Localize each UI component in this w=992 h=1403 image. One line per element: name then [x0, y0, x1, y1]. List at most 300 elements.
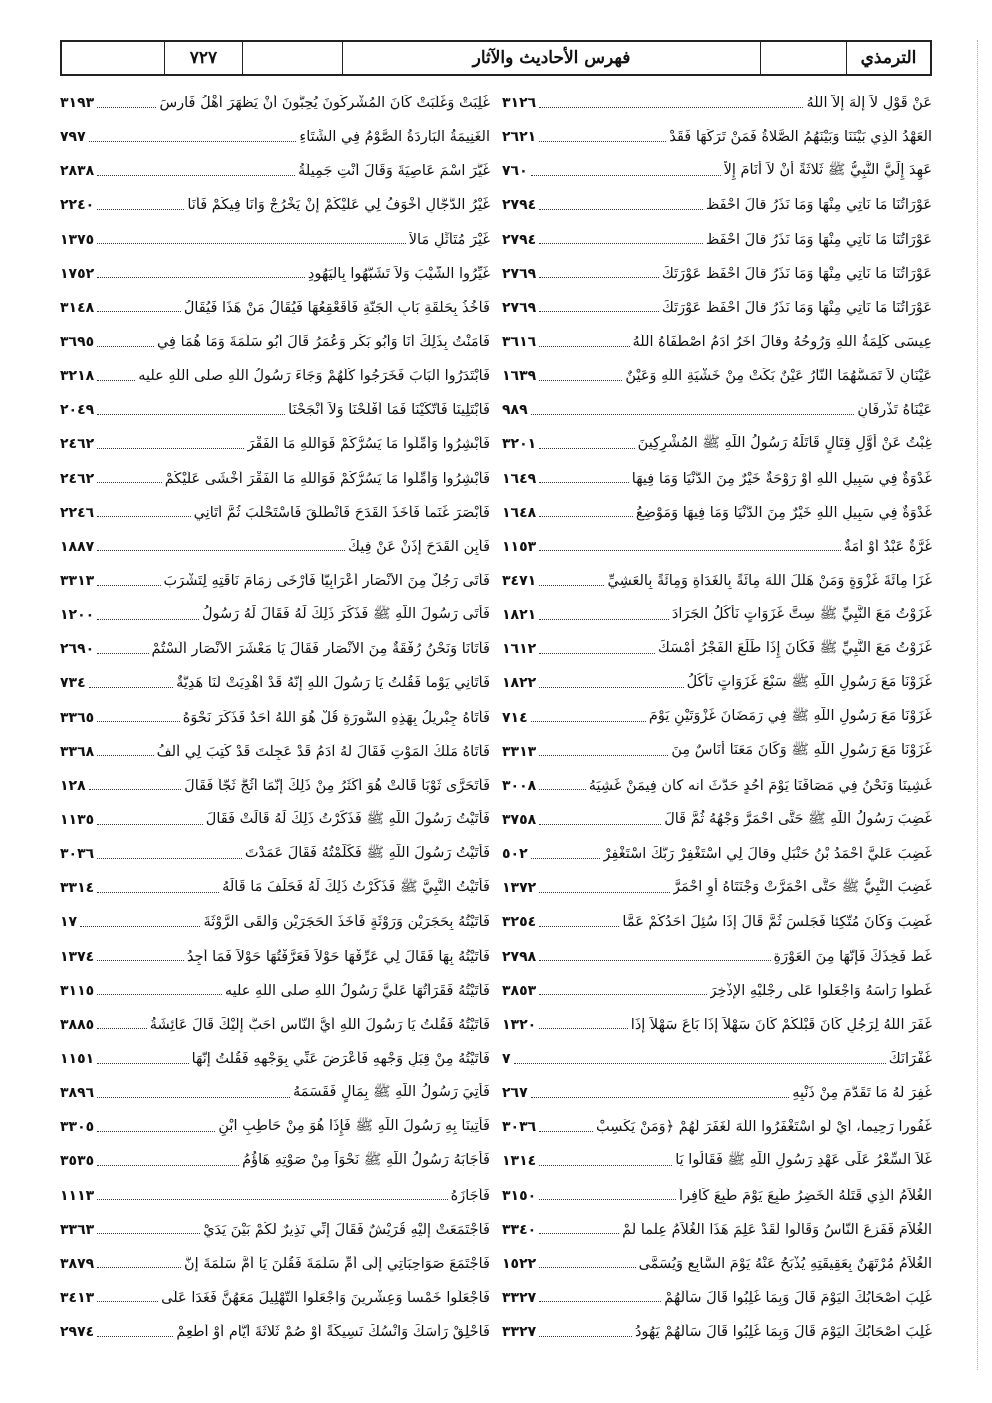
book-name: الترمذي: [846, 42, 930, 74]
dot-leader: [531, 167, 721, 176]
hadith-number: ٣٢٥٤: [502, 914, 537, 931]
hadith-number: ٣٠٣٦: [60, 846, 95, 863]
hadith-incipit: فَأَبْشِرُوا وَأَمِّلُوا مَا يَسُرُّكُمْ فَوَاللَّهِ مَا الفَقْرَ أَخْشَى عَلَيْكُمْ: [164, 470, 490, 487]
index-entry: [60, 905, 490, 939]
dot-leader: [539, 1328, 632, 1337]
dot-leader: [97, 474, 162, 483]
dot-leader: [97, 1055, 188, 1064]
hadith-incipit: فَآمَنْتُ بِذَلِكَ أَنَا وَأَبُو بَكْرٍ وَعُمَرُ قَالَ أَبُو سَلَمَةَ وَمَا هُمَا فِي: [156, 334, 490, 351]
dot-leader: [97, 986, 222, 995]
index-entry: [60, 1144, 490, 1178]
index-entry: [502, 632, 932, 666]
hadith-number: ٣٠٠٨: [502, 777, 537, 794]
index-title: فهرس الأحاديث والآثار: [342, 42, 760, 74]
index-entry: [60, 564, 490, 598]
dot-leader: [97, 645, 148, 654]
dot-leader: [539, 1225, 619, 1234]
hadith-number: ٢٤٦٢: [60, 436, 95, 453]
right-index-column: [502, 86, 932, 1349]
hadith-incipit: فَأُتِيَ رَسُولُ اللَّهِ ﷺ بِمَالٍ فَقَسَمَهُ: [293, 1083, 490, 1100]
hadith-incipit: فَأَتَيْتُ رَسُولَ اللَّهِ ﷺ فَذَكَرْتُ ذَلِكَ لَهُ قَالَتْ فَقَالَ: [205, 810, 490, 827]
hadith-number: ٥٠٢: [502, 846, 528, 863]
hadith-incipit: غَدْوَةٌ فِي سَبِيلِ اللَّهِ أَوْ رَوْحَةٌ خَيْرٌ مِنَ الدُّنْيَا وَمَا فِيهَا: [631, 470, 932, 487]
hadith-incipit: فَأَبْصَرَ غَنَماً فَأَخَذَ القَدَحَ فَانْطَلَقَ فَاسْتَحْلَبَ ثُمَّ أَتَانِي: [193, 504, 490, 521]
hadith-incipit: غُشِينَا وَنَحْنُ فِي مَصَافِّنَا يَوْمَ أُحُدٍ حَدَّثَ انه كان فِيمَنْ غَشِيَهُ: [588, 777, 932, 794]
hadith-incipit: فَأَتَيْتُهُ فَقُلْتُ يَا رَسُولَ اللَّهِ أَيُّ النَّاسِ أَحَبُّ إِلَيْكَ قَالَ عَائِشَةُ: [149, 1016, 490, 1033]
hadith-number: ٧٩٧: [60, 129, 86, 146]
dot-leader: [539, 372, 622, 381]
index-entry: [502, 154, 932, 188]
dot-leader: [539, 235, 703, 244]
dot-leader: [539, 133, 666, 142]
dot-leader: [539, 474, 629, 483]
hadith-incipit: غُلِبَ أَصْحَابُكَ اليَوْمَ قَالَ وَبِمَا غُلِبُوا قَالَ سَأَلَهُمْ: [664, 1289, 932, 1306]
index-entry: [502, 769, 932, 803]
hadith-incipit: غِبْتُ عَنْ أَوَّلِ قِتَالٍ قَاتَلَهُ رَسُولُ اللَّهِ ﷺ المُشْرِكِينَ: [637, 434, 932, 451]
hadith-number: ٣٣٦٣: [60, 1221, 95, 1238]
hadith-incipit: غَفَرَ اللَّهُ لِرَجُلٍ كَانَ قَبْلَكُمْ كَانَ سَهْلاً إِذَا بَاعَ سَهْلاً إِذَا: [630, 1016, 932, 1033]
dot-leader: [97, 747, 153, 756]
hadith-number: ٣٣١٤: [60, 880, 95, 897]
hadith-incipit: فَأَتَيْتُ النَّبِيَّ ﷺ فَذَكَرْتُ ذَلِكَ لَهُ فَحَلَفَ مَا قَالَهُ: [222, 878, 490, 895]
index-entry: [502, 120, 932, 154]
hadith-number: ١٦٤٩: [502, 470, 537, 487]
hadith-incipit: فَأَتَى رَجُلٌ مِنَ الأَنْصَارِ أَعْرَابِيّاً فَأَرْخَى زِمَامَ نَاقَتِهِ لِتَشْرَبَ: [163, 573, 490, 590]
index-entry: [60, 701, 490, 735]
scan-margin-line: [977, 40, 978, 1370]
hadith-number: ٧٦٠: [502, 163, 528, 180]
hadith-number: ٣٢١٨: [60, 368, 95, 385]
hadith-incipit: فَأَتَيْتُهُ بِهَا فَقَالَ لِي عَرِّفْهَا حَوْلاً فَعَرَّفْتُهَا حَوْلاً فَمَا أَجِدُ: [186, 948, 490, 965]
page-header: [60, 40, 932, 76]
hadith-incipit: غَزَا مِائَةَ غَزْوَةٍ وَمَنْ هَلَّلَ اللَّهَ مِائَةً بِالغَدَاةِ وَمِائَةً بِالعَشِيِّ: [607, 573, 932, 590]
index-entry: [60, 974, 490, 1008]
hadith-incipit: غَزَوْنَا مَعَ رَسُولِ اللَّهِ ﷺ وَكَانَ مَعَنَا أُنَاسٌ مِنَ: [671, 742, 932, 759]
hadith-incipit: فَآخُذُ بِحَلْقَةِ بَابِ الجَنَّةِ فَأُقَعْقِعُهَا فَيُقَالُ مَنْ هَذَا فَيُقَالُ: [183, 299, 490, 316]
hadith-number: ١٨٢٢: [502, 675, 537, 692]
hadith-number: ٢٧٩٤: [502, 231, 537, 248]
hadith-number: ٣٨٩٦: [60, 1085, 95, 1102]
dot-leader: [97, 611, 199, 620]
hadith-number: ٣٣٠٥: [60, 1119, 95, 1136]
hadith-incipit: غُلِبَ أَصْحَابُكَ اليَوْمَ قَالَ وَبِمَا غُلِبُوا قَالَ سَأَلَهُمْ يَهُودُ: [634, 1324, 932, 1341]
index-entry: [502, 1110, 932, 1144]
dot-leader: [539, 884, 670, 893]
hadith-incipit: غَزَوْنَا مَعَ رَسُولِ اللَّهِ ﷺ فِي رَمَضَانَ غَزْوَتَيْنِ يَوْمَ: [648, 708, 932, 725]
index-entry: [502, 1179, 932, 1213]
hadith-incipit: العَهْدُ الَّذِي بَيْنَنَا وَبَيْنَهُمُ الصَّلاةُ فَمَنْ تَرَكَهَا فَقَدْ: [669, 129, 932, 146]
index-entry: [502, 598, 932, 632]
dot-leader: [97, 1328, 173, 1337]
index-entry: [60, 940, 490, 974]
dot-leader: [539, 269, 659, 278]
dot-leader: [97, 440, 244, 449]
index-entry: [502, 496, 932, 530]
hadith-number: ٣٣١٣: [502, 743, 537, 760]
hadith-incipit: فَأَتَى رَسُولَ اللَّهِ ﷺ فَذَكَرَ ذَلِكَ لَهُ فَقَالَ لَهُ رَسُولُ: [202, 605, 490, 622]
dot-leader: [539, 338, 629, 347]
dot-leader: [539, 781, 586, 790]
dot-leader: [539, 1123, 593, 1132]
hadith-incipit: غُرَّةٌ عَبْدٌ أَوْ أَمَةٌ: [843, 538, 932, 555]
dot-leader: [97, 816, 203, 825]
hadith-number: ١١٣٥: [60, 812, 95, 829]
hadith-incipit: الغَنِيمَةُ البَارِدَةُ الصَّوْمُ فِي الشِّتَاءِ: [299, 129, 490, 146]
dot-leader: [97, 884, 219, 893]
hadith-incipit: عَوْرَاتُنَا مَا نَأْتِي مِنْهَا وَمَا نَذَرُ قالَ احْفَظْ: [705, 231, 932, 248]
index-entry: [502, 1247, 932, 1281]
index-entry: [60, 598, 490, 632]
hadith-number: ٢٨٣٨: [60, 163, 95, 180]
page-number: ٧٢٧: [164, 42, 242, 74]
index-entry: [60, 837, 490, 871]
hadith-number: ٣٤١٣: [60, 1289, 95, 1306]
index-entry: [60, 359, 490, 393]
index-entry: [60, 257, 490, 291]
hadith-number: ٣٣٢٧: [502, 1289, 537, 1306]
hadith-incipit: غُفِرَ لَهُ مَا تَقَدَّمَ مِنْ ذَنْبِهِ: [792, 1085, 932, 1102]
dot-leader: [539, 508, 633, 517]
dot-leader: [539, 542, 841, 551]
hadith-incipit: غَلاَ السِّعْرُ عَلَى عَهْدِ رَسُولِ اللَّهِ ﷺ فَقَالُوا يَا: [675, 1151, 932, 1168]
hadith-incipit: غَيَّرَ اسْمَ عَاصِيَةَ وَقَالَ أَنْتِ جَمِيلَةُ: [298, 163, 490, 180]
index-entry: [60, 1008, 490, 1042]
hadith-number: ١٨٢١: [502, 607, 537, 624]
hadith-number: ٣١٢٦: [502, 95, 537, 112]
dot-leader: [539, 1191, 676, 1200]
dot-leader: [531, 713, 646, 722]
hadith-incipit: فَأَجَازَهُ: [450, 1187, 490, 1204]
hadith-incipit: عَيْنَانِ لاَ تَمَسُّهُمَا النَّارُ عَيْنٌ بَكَتْ مِنْ خَشْيَةِ اللَّهِ وَعَيْنٌ: [625, 368, 932, 385]
hadith-incipit: الغُلاَمَ فَفَزِعَ النَّاسُ وَقَالُوا لَقَدْ عَلِمَ هَذَا الغُلاَمُ عِلْماً لَمْ: [622, 1221, 932, 1238]
hadith-number: ٣٨٨٥: [60, 1016, 95, 1033]
hadith-number: ٣١٥٠: [502, 1187, 537, 1204]
hadith-number: ٣٠٣٦: [502, 1119, 537, 1136]
dot-leader: [539, 918, 619, 927]
hadith-incipit: غُفْرَانَكَ: [888, 1051, 932, 1067]
hadith-incipit: عَوْرَاتُنَا مَا نَأْتِي مِنْهَا وَمَا نَذَرُ قالَ احْفَظْ: [705, 197, 932, 214]
hadith-number: ١٢٠٠: [60, 607, 95, 624]
index-entry: [502, 905, 932, 939]
index-entry: [60, 291, 490, 325]
hadith-number: ١٨٨٧: [60, 538, 95, 555]
index-entry: [60, 1076, 490, 1110]
dot-leader: [539, 1259, 635, 1268]
index-entry: [502, 86, 932, 120]
index-entry: [60, 530, 490, 564]
hadith-number: ٣٨٥٣: [502, 982, 537, 999]
hadith-incipit: الغُلاَمُ الَّذِي قَتَلَهُ الخَضِرُ طُبِعَ يَوْمَ طُبِعَ كَافِراً: [678, 1187, 932, 1204]
hadith-number: ١٣٧٤: [60, 948, 95, 965]
hadith-number: ٣٣١٣: [60, 573, 95, 590]
hadith-incipit: غَزَوْنَا مَعَ رَسُولِ اللَّهِ ﷺ سَبْعَ غَزَوَاتٍ نَأْكُلُ: [686, 673, 932, 690]
hadith-number: ١٦٤٨: [502, 504, 537, 521]
hadith-incipit: فَأَتَاهُ مَلَكُ المَوْتِ فَقَالَ لَهُ آدَمُ قَدْ عَجِلْتَ قَدْ كُتِبَ لِي أَلْفُ: [156, 743, 490, 760]
index-entry: [502, 871, 932, 905]
hadith-number: ٣٣٤٠: [502, 1221, 537, 1238]
hadith-number: ١٧: [60, 914, 78, 931]
hadith-number: ١١١٣: [60, 1187, 95, 1204]
hadith-number: ٢٦٧: [502, 1085, 528, 1102]
dot-leader: [97, 1225, 200, 1234]
dot-leader: [97, 577, 160, 586]
hadith-incipit: فَاجْعَلُوا خَمْساً وَعِشْرِينَ وَاجْعَلُوا التَّهْلِيلَ مَعَهُنَّ فَغَدَا عَلَى: [161, 1289, 490, 1306]
dot-leader: [97, 167, 295, 176]
hadith-number: ٣٤٧١: [502, 573, 537, 590]
hadith-incipit: فَاجْتَمَعَتْ إِلَيْهِ قُرَيْشٌ فَقَالَ إِنِّي نَذِيرٌ لَكُمْ بَيْنَ يَدَيْ: [203, 1221, 490, 1238]
index-entry: [502, 1315, 932, 1349]
dot-leader: [89, 679, 173, 688]
hadith-number: ٢٩٧٤: [60, 1324, 95, 1341]
index-entry: [60, 154, 490, 188]
dot-leader: [539, 952, 770, 961]
index-entry: [502, 1076, 932, 1110]
hadith-number: ٣٨٧٩: [60, 1255, 95, 1272]
index-entry: [60, 393, 490, 427]
hadith-incipit: فَابْتَدَرُوا البَابَ فَخَرَجُوا كُلُّهُمْ وَجَاءَ رَسُولُ اللَّهِ صلى اللَّهِ عليه: [138, 368, 490, 385]
index-entry: [60, 496, 490, 530]
hadith-number: ٢٦٢١: [502, 129, 537, 146]
hadith-incipit: عِيسَى كَلِمَةُ اللَّهِ وَرُوحُهُ وقالَ آخَرُ آدَمُ اصْطَفَاهُ اللَّهُ: [632, 334, 932, 351]
index-entry: [60, 86, 490, 120]
index-entry: [60, 666, 490, 700]
dot-leader: [97, 235, 406, 244]
dot-leader: [539, 986, 706, 995]
hadith-incipit: غَفُوراً رَحِيماً، أَيْ لَوِ اسْتَغْفَرُوا اللَّهَ لَغَفَرَ لَهُمْ ﴿وَمَنْ يَكْسِبْ: [596, 1119, 932, 1136]
hadith-incipit: الغُلاَمُ مُرْتَهَنٌ بِعَقِيقَتِهِ يُذْبَحُ عَنْهُ يَوْمَ السَّابِعِ وَيُسَمَّى: [638, 1255, 932, 1272]
index-entry: [60, 803, 490, 837]
hadith-number: ١٣٧٥: [60, 231, 95, 248]
index-entry: [502, 223, 932, 257]
hadith-number: ١١٥٣: [502, 538, 537, 555]
hadith-number: ٢٦٩٠: [60, 641, 95, 658]
index-entry: [60, 188, 490, 222]
dot-leader: [97, 1191, 447, 1200]
hadith-incipit: غَيْرَ مُتَأَثِّلٍ مَالاً: [408, 231, 490, 248]
hadith-number: ٢٢٤٠: [60, 197, 95, 214]
left-index-column: [60, 86, 490, 1349]
dot-leader: [539, 1293, 661, 1302]
dot-leader: [97, 508, 190, 517]
hadith-number: ١٧٥٢: [60, 265, 95, 282]
hadith-number: ١٥٢٢: [502, 1255, 537, 1272]
hadith-number: ٣٦٩٥: [60, 334, 95, 351]
hadith-incipit: غُلِبَتْ وَغَلَبَتْ كَانَ المُشْرِكُونَ يُحِبُّونَ أَنْ يَظْهَرَ أَهْلُ فَارِسَ: [159, 95, 490, 112]
index-entry: [502, 1213, 932, 1247]
index-entry: [60, 120, 490, 154]
index-entry: [502, 803, 932, 837]
index-entry: [60, 223, 490, 257]
hadith-incipit: عَوْرَاتُنَا مَا نَأْتِي مِنْهَا وَمَا نَذَرُ قالَ احْفَظْ عَوْرَتَكَ: [661, 299, 932, 316]
hadith-incipit: فَأَتَانَا وَنَحْنُ رُفْقَةٌ مِنَ الأَنْصَارِ فَقَالَ يَا مَعْشَرَ الأَنْصَارِ أَلَسْتُمْ: [151, 641, 490, 658]
hadith-number: ٣٢٠١: [502, 436, 537, 453]
hadith-incipit: فَأَبِنِ القَدَحَ إِذَنْ عَنْ فِيكَ: [348, 538, 490, 555]
index-entry: [502, 564, 932, 598]
index-entry: [60, 1315, 490, 1349]
dot-leader: [97, 952, 184, 961]
hadith-incipit: فَاحْلِقْ رَأْسَكَ وَانْسُكْ نَسِيكَةً أَوْ صُمْ ثَلاثَةَ أَيَّامٍ أَوْ أَطْعِمْ: [176, 1324, 490, 1341]
hadith-number: ١٦١٢: [502, 641, 537, 658]
hadith-incipit: فَأَتَاهُ جِبْرِيلُ بِهَذِهِ السُّورَةِ قُلْ هُوَ اللَّهُ أَحَدٌ فَذَكَرَ نَحْوَهُ: [182, 709, 490, 726]
hadith-number: ٧: [502, 1051, 511, 1067]
hadith-number: ١٣٢٠: [502, 1016, 537, 1033]
hadith-incipit: غَزَوْتُ مَعَ النَّبِيِّ ﷺ فَكَانَ إِذَا طَلَعَ الفَجْرُ أَمْسَكَ: [657, 639, 932, 656]
hadith-number: ٢٠٤٩: [60, 402, 95, 419]
index-entry: [502, 393, 932, 427]
hadith-incipit: فَأَتَيْتُ رَسُولَ اللَّهِ ﷺ فَكَلَّمْتُهُ فَقَالَ عَمَدْتَ: [244, 844, 490, 861]
index-entry: [502, 701, 932, 735]
hadith-incipit: غَضِبَ النَّبِيُّ ﷺ حَتَّى احْمَرَّتْ وَجْنَتَاهُ أَوِ احْمَرَّ: [672, 878, 932, 895]
header-spacer: [760, 42, 846, 74]
hadith-incipit: غَضِبَ رَسُولُ اللَّهِ ﷺ حَتَّى احْمَرَّ وَجْهُهُ ثُمَّ قَالَ: [664, 810, 932, 827]
dot-leader: [531, 1089, 790, 1098]
hadith-incipit: فَأَبْشِرُوا وَأَمِّلُوا مَا يَسُرُّكُمْ فَوَاللَّهِ مَا الفَقْرَ: [247, 436, 490, 453]
index-entry: [60, 1042, 490, 1076]
index-entry: [60, 1110, 490, 1144]
index-entry: [502, 1281, 932, 1315]
dot-leader: [539, 303, 659, 312]
hadith-incipit: فَأَجَابَهُ رَسُولُ اللَّهِ ﷺ نَحْوَاً مِنْ صَوْتِهِ هَاؤُمُ: [242, 1151, 490, 1168]
dot-leader: [539, 99, 803, 108]
hadith-incipit: غَضِبَ وَكَانَ مُتَّكِئاً فَجَلَسَ ثُمَّ قَالَ إِذَا سُئِلَ أَحَدُكُمْ عَمَّا: [622, 914, 932, 931]
dot-leader: [97, 1089, 290, 1098]
index-entry: [60, 632, 490, 666]
dot-leader: [97, 1259, 181, 1268]
hadith-number: ٣٣٢٧: [502, 1324, 537, 1341]
hadith-incipit: غَزَوْتُ مَعَ النَّبِيِّ ﷺ سِتَّ غَزَوَاتٍ نَأْكُلُ الجَرَادَ: [671, 605, 932, 622]
dot-leader: [539, 577, 604, 586]
index-entry: [502, 325, 932, 359]
index-entry: [502, 1042, 932, 1076]
hadith-incipit: فَأُتِينَا بِهِ رَسُولَ اللَّهِ ﷺ فَإِذَا هُوَ مِنْ حَاطِبِ ابْنِ: [218, 1117, 490, 1134]
dot-leader: [80, 918, 200, 927]
index-entry: [502, 940, 932, 974]
index-entry: [502, 462, 932, 496]
dot-leader: [97, 1123, 215, 1132]
index-entry: [502, 530, 932, 564]
index-entry: [502, 359, 932, 393]
header-spacer: [242, 42, 342, 74]
dot-leader: [539, 645, 655, 654]
hadith-number: ٣٧٥٨: [502, 812, 537, 829]
hadith-incipit: فَأَتَيْتُهُ مِنْ قِبَلِ وَجْهِهِ فَأَعْرَضَ عَنِّي بِوَجْهِهِ فَقُلْتُ إِنَّهَا: [191, 1051, 490, 1067]
index-entry: [502, 666, 932, 700]
index-entry: [502, 1144, 932, 1178]
dot-leader: [539, 1157, 672, 1166]
hadith-number: ٣٣٦٥: [60, 709, 95, 726]
dot-leader: [97, 713, 180, 722]
index-entry: [60, 871, 490, 905]
dot-leader: [89, 133, 297, 142]
hadith-number: ٣٦١٦: [502, 334, 537, 351]
hadith-number: ٧١٤: [502, 709, 528, 726]
dot-leader: [539, 747, 668, 756]
index-entry: [502, 188, 932, 222]
hadith-number: ٣٥٣٥: [60, 1153, 95, 1170]
dot-leader: [97, 201, 184, 210]
index-entry: [502, 257, 932, 291]
dot-leader: [97, 1020, 147, 1029]
dot-leader: [539, 440, 634, 449]
index-entry: [60, 735, 490, 769]
index-entry: [502, 974, 932, 1008]
hadith-incipit: عَوْرَاتُنَا مَا نَأْتِي مِنْهَا وَمَا نَذَرُ قالَ احْفَظْ عَوْرَتَكَ: [661, 265, 932, 282]
hadith-number: ٣٣٦٨: [60, 743, 95, 760]
hadith-incipit: فَأَتَحَرَّى ثَوْبَاً قَالَتْ هُوَ أَكْثَرُ مِنْ ذَلِكَ إِنَّمَا أَثُجُّ ثَجّاً فَقَالَ: [184, 777, 490, 794]
hadith-incipit: فَابْتَلِينَا فَاتَّكَيْنَا فَمَا أَفْلَحْنَا وَلاَ أَنْجَحْنَا: [288, 402, 490, 419]
index-entry: [60, 1247, 490, 1281]
dot-leader: [539, 679, 683, 688]
dot-leader: [97, 542, 345, 551]
hadith-number: ١١٥١: [60, 1051, 95, 1067]
index-entry: [60, 769, 490, 803]
index-entry: [60, 1281, 490, 1315]
hadith-number: ١٣١٤: [502, 1153, 537, 1170]
dot-leader: [514, 1055, 886, 1064]
hadith-incipit: غَطِّ فَخِذَكَ فَإِنَّهَا مِنَ العَوْرَةِ: [773, 948, 932, 965]
hadith-number: ٢٧٦٩: [502, 265, 537, 282]
hadith-incipit: فَاجْتَمَعَ صَوَاحِبَاتِي إِلَى أُمِّ سَلَمَةَ فَقُلْنَ يَا أُمَّ سَلَمَةَ إِنَّ: [184, 1255, 490, 1272]
hadith-incipit: فَأَتَيْتُهُ فَقَرَأْتُهَا عَلَيَّ رَسُولُ اللَّهِ صلى اللَّهِ عليه: [224, 982, 490, 999]
hadith-incipit: غَدْوَةٌ فِي سَبِيلِ اللَّهِ خَيْرٌ مِنَ الدُّنْيَا وَمَا فِيهَا وَمَوْضِعُ: [635, 504, 932, 521]
index-entry: [502, 1008, 932, 1042]
index-entry: [502, 291, 932, 325]
hadith-incipit: عَهِدَ إِلَيَّ النَّبِيُّ ﷺ ثَلاثَةً أَنْ لاَ أَنَامَ إِلاَّ: [723, 161, 932, 178]
hadith-number: ٢٧٩٤: [502, 197, 537, 214]
hadith-number: ٢٤٦٢: [60, 470, 95, 487]
hadith-number: ٣١٩٣: [60, 95, 95, 112]
hadith-number: ٩٨٩: [502, 402, 528, 419]
index-entry: [60, 325, 490, 359]
index-entry: [502, 735, 932, 769]
dot-leader: [97, 850, 242, 859]
hadith-incipit: فَأَتَيْتُهُ بِحَجَرَيْنِ وَرَوْثَةٍ فَأَخَذَ الحَجَرَيْنِ وَأَلْقَى الرَّوْثَةَ: [203, 914, 490, 931]
index-entry: [60, 427, 490, 461]
dot-leader: [531, 406, 855, 415]
hadith-incipit: عَيْنَاهُ تَذْرِفَانِ: [857, 402, 932, 419]
hadith-incipit: فَأَتَانِي يَوْماً فَقُلْتُ يَا رَسُولَ اللَّهِ إِنَّهُ قَدْ أُهْدِيَتْ لَنَا هَدِيَّةٌ: [176, 675, 490, 692]
index-entry: [502, 837, 932, 871]
hadith-incipit: غَضِبَ عَلَيَّ أَحْمَدُ بْنُ حَنْبَلٍ وقالَ لِي اسْتَغْفِرْ رَبَّكَ اسْتَغْفِرْ: [603, 846, 932, 863]
hadith-incipit: غَيِّرُوا الشَّيْبَ وَلاَ تَشَبَّهُوا بِاليَهُودِ: [307, 265, 490, 282]
hadith-number: ٣١١٥: [60, 982, 95, 999]
hadith-number: ٢٧٩٨: [502, 948, 537, 965]
dot-leader: [97, 1157, 239, 1166]
index-entry: [502, 427, 932, 461]
hadith-incipit: غَيْرُ الدَّجَّالِ أَخْوَفُ لِي عَلَيْكُمْ إِنْ يَخْرُجْ وَأَنَا فِيكُمْ فَأَنَا: [187, 197, 490, 214]
hadith-number: ٣١٤٨: [60, 299, 95, 316]
index-entry: [60, 1213, 490, 1247]
dot-leader: [539, 816, 661, 825]
index-entry: [60, 1179, 490, 1213]
hadith-number: ١٦٣٩: [502, 368, 537, 385]
hadith-number: ٢٢٤٦: [60, 504, 95, 521]
dot-leader: [97, 99, 156, 108]
dot-leader: [97, 269, 305, 278]
dot-leader: [89, 781, 182, 790]
hadith-number: ١٣٧٢: [502, 880, 537, 897]
hadith-number: ١٢٨: [60, 777, 86, 794]
dot-leader: [97, 406, 285, 415]
dot-leader: [97, 303, 181, 312]
index-entry: [60, 462, 490, 496]
dot-leader: [539, 201, 703, 210]
index-page: [60, 40, 932, 1341]
dot-leader: [531, 850, 601, 859]
header-spacer: [58, 42, 164, 74]
dot-leader: [539, 1020, 628, 1029]
dot-leader: [539, 611, 669, 620]
